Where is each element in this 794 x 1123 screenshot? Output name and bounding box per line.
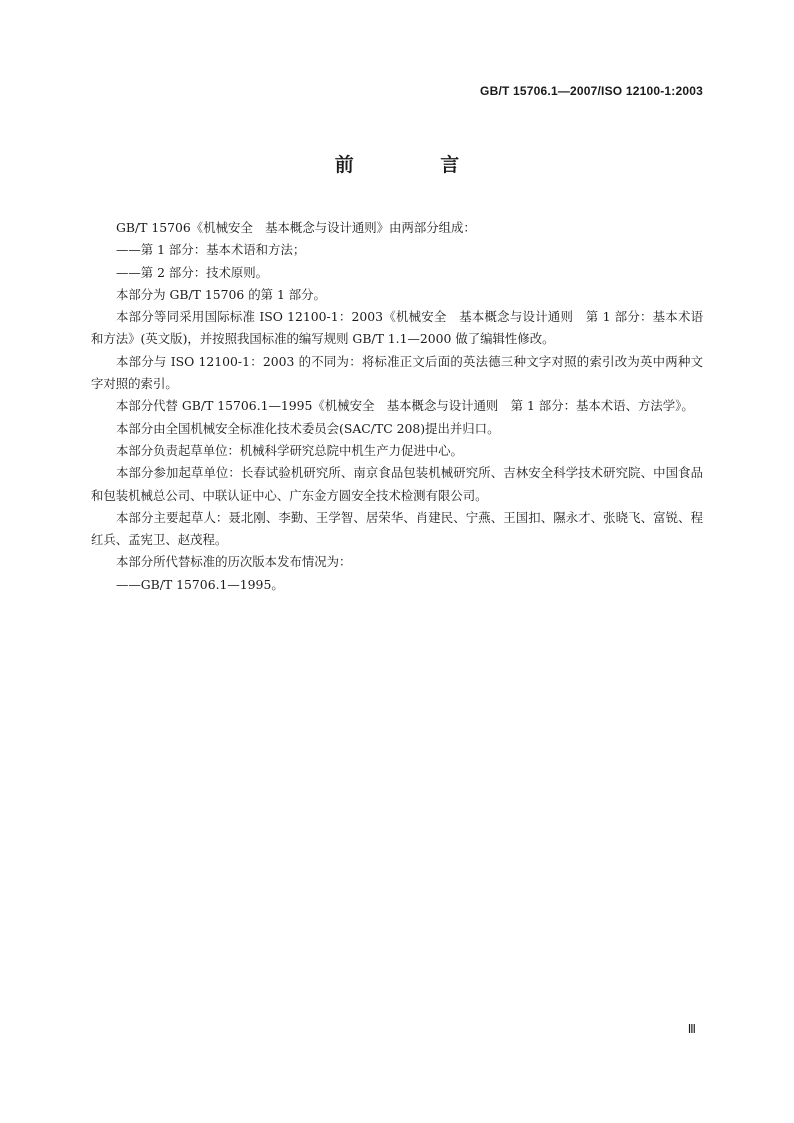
paragraph-history: 本部分所代替标准的历次版本发布情况为： bbox=[116, 554, 352, 570]
paragraph-participating-units: 本部分参加起草单位：长春试验机研究所、南京食品包装机械研究所、吉林安全科学技术研究院、中国食品和包装机械总公司、中联认证中心、广东金方圆安全技术检测有限公司。 bbox=[91, 465, 703, 503]
paragraph-adoption: 本部分等同采用国际标准 ISO 12100-1：2003《机械安全 基本概念与设计通则 第 1 部分：基本术语和方法》(英文版)，并按照我国标准的编写规则 GB/T 1.1—2000 做了编辑性修改。 bbox=[91, 309, 703, 347]
standard-code-header: GB/T 15706.1—2007/ISO 12100-1:2003 bbox=[480, 84, 703, 98]
paragraph-part2: ——第 2 部分：技术原则。 bbox=[116, 264, 269, 280]
paragraph-part1: ——第 1 部分：基本术语和方法； bbox=[116, 242, 306, 258]
page-number: Ⅲ bbox=[687, 1022, 696, 1036]
paragraph-replaces: 本部分代替 GB/T 15706.1—1995《机械安全 基本概念与设计通则 第 1 部分：基本术语、方法学》。 bbox=[116, 398, 694, 414]
paragraph-drafting-unit: 本部分负责起草单位：机械科学研究总院中机生产力促进中心。 bbox=[116, 442, 463, 458]
paragraph-differences: 本部分与 ISO 12100-1：2003 的不同为：将标准正文后面的英法德三种文字对照的索引改为英中两种文字对照的索引。 bbox=[91, 353, 703, 392]
foreword-body bbox=[91, 217, 703, 596]
paragraph-previous-edition: ——GB/T 15706.1—1995。 bbox=[116, 576, 284, 592]
page-title: 前 言 bbox=[334, 154, 500, 176]
paragraph-proposed-by: 本部分由全国机械安全标准化技术委员会(SAC/TC 208)提出并归口。 bbox=[116, 420, 500, 436]
paragraph-composition: GB/T 15706《机械安全 基本概念与设计通则》由两部分组成： bbox=[116, 220, 476, 235]
paragraph-drafters: 本部分主要起草人：聂北刚、李勤、王学智、居荣华、肖建民、宁燕、王国扣、隰永才、张晓飞、富锐、程红兵、孟宪卫、赵茂程。 bbox=[91, 509, 703, 548]
paragraph-this-part: 本部分为 GB/T 15706 的第 1 部分。 bbox=[116, 286, 326, 302]
